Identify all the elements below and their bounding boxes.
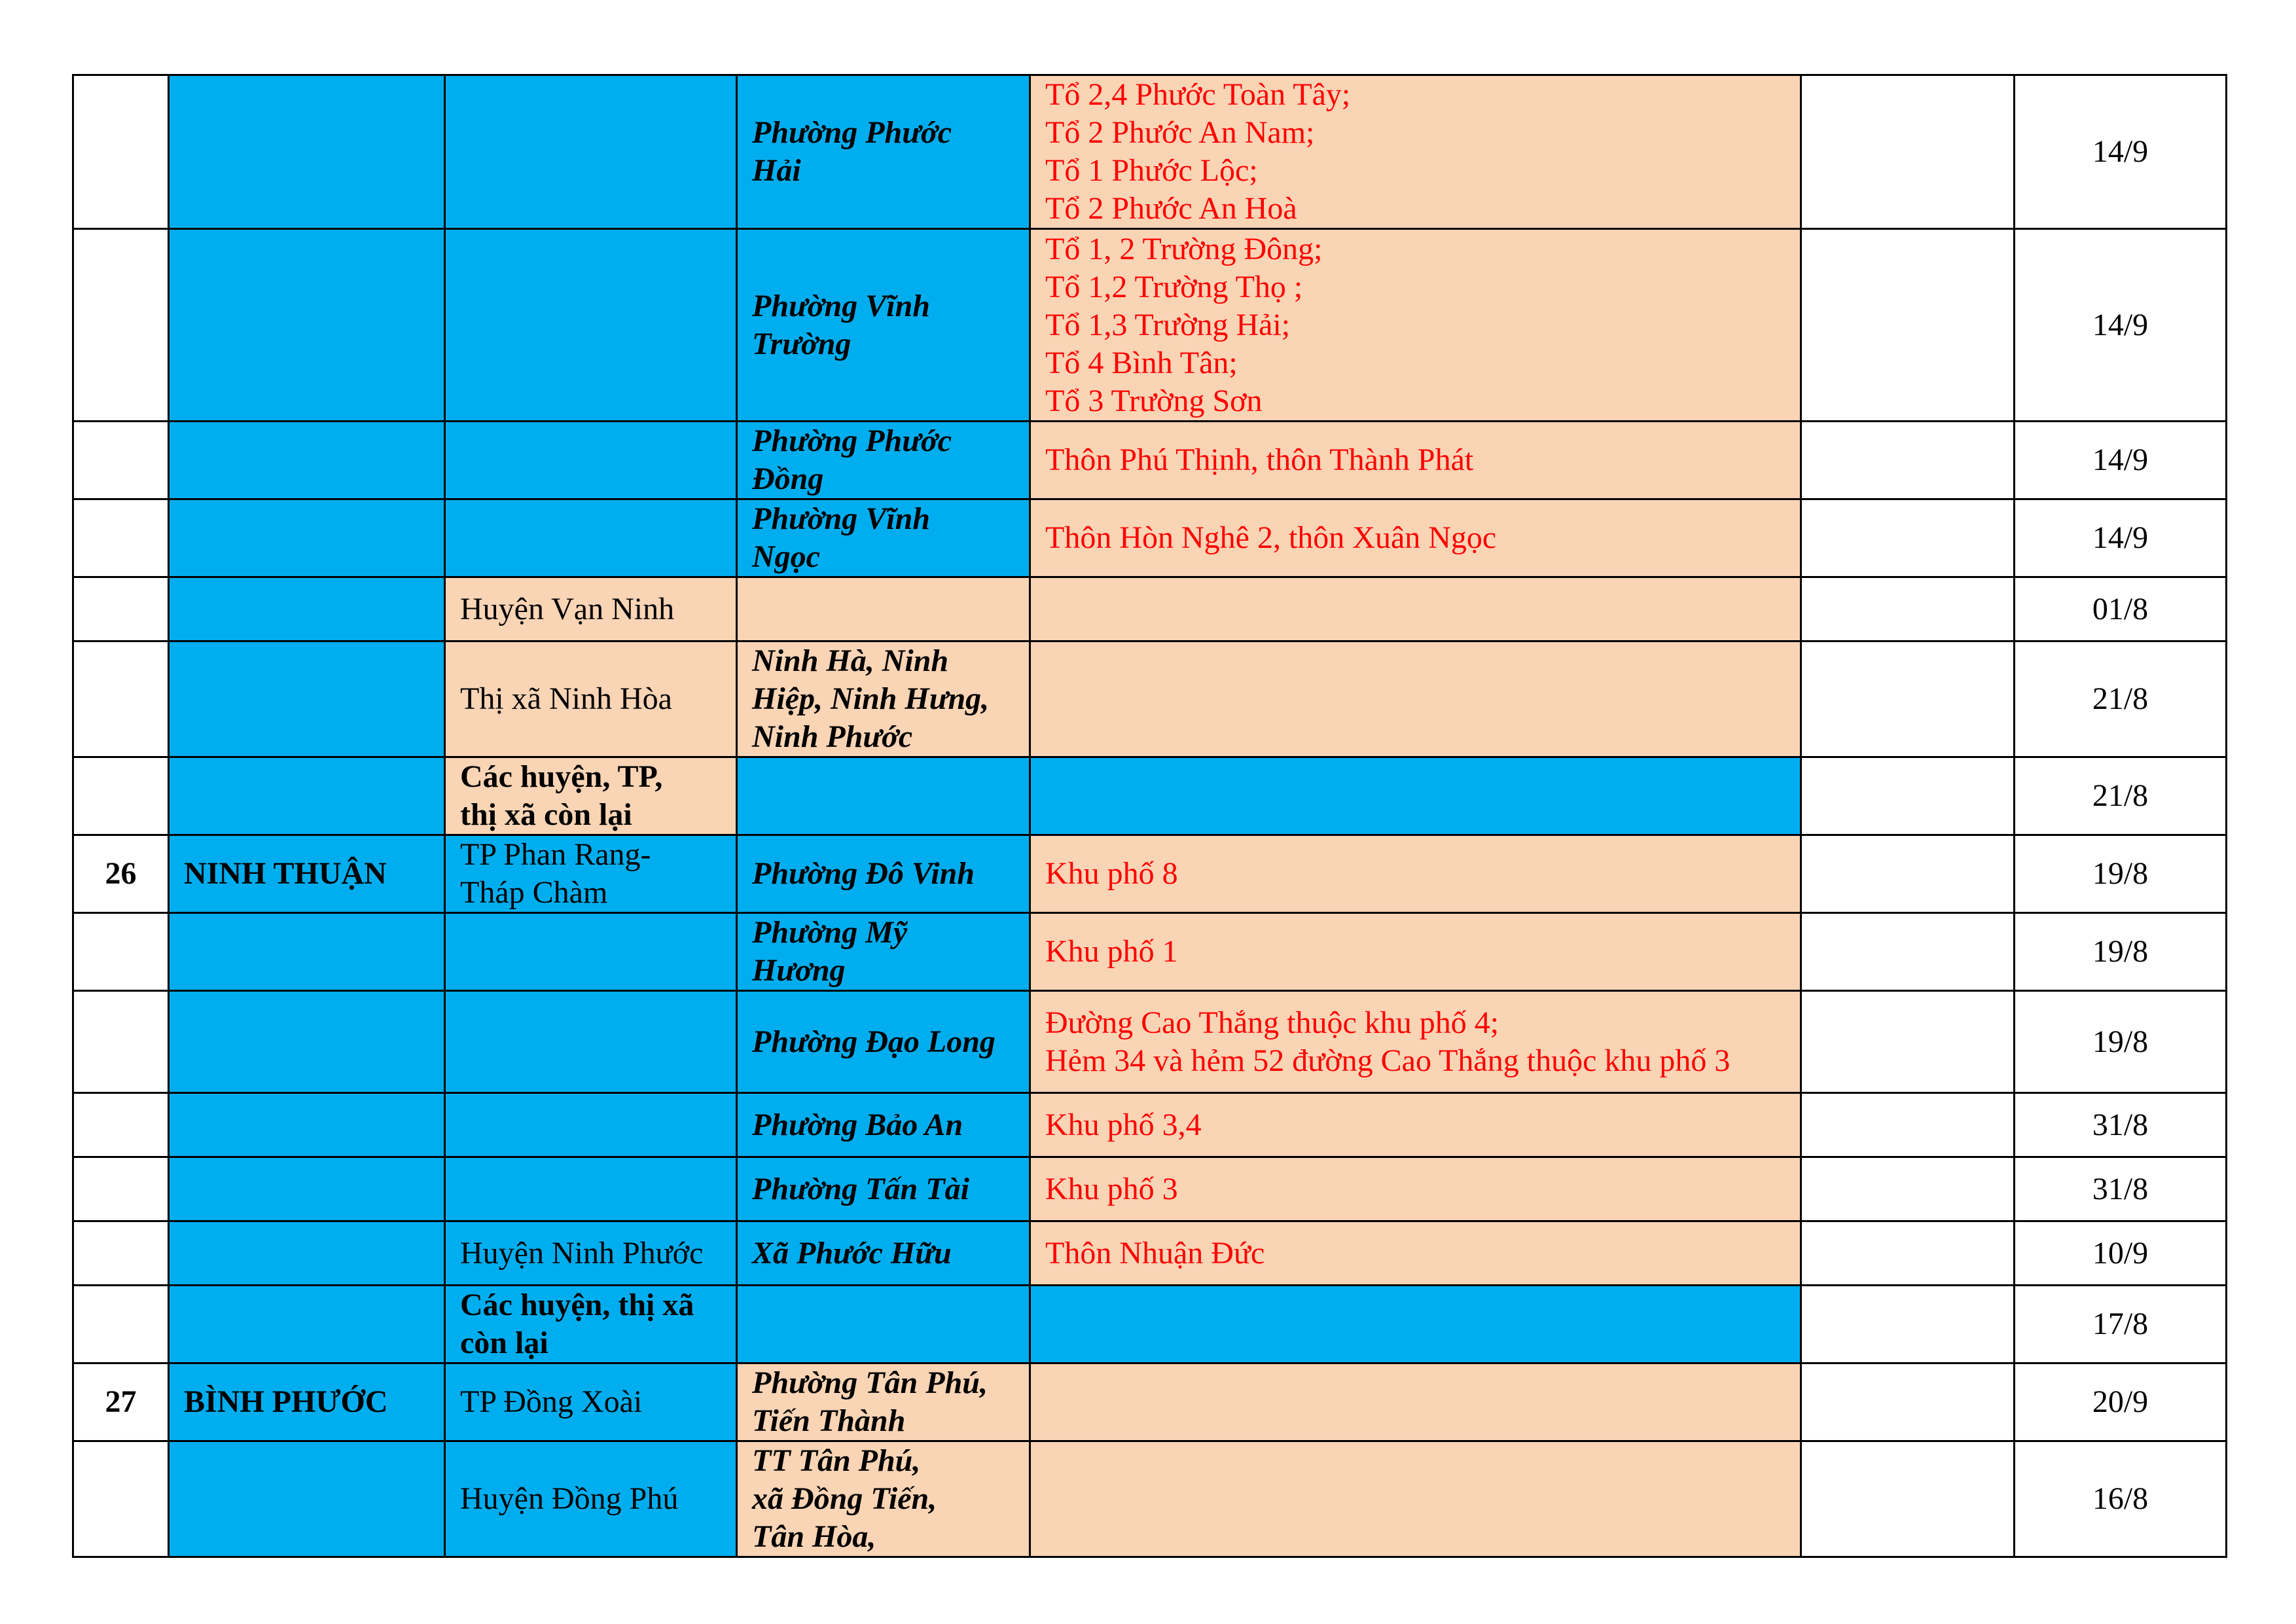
- commune-cell: Phường Đạo Long: [737, 991, 1030, 1093]
- district-cell: [445, 422, 737, 499]
- table-row: [73, 1093, 2227, 1157]
- table-row: [73, 75, 2227, 229]
- district-cell: Huyện Đồng Phú: [445, 1441, 737, 1557]
- district-cell: [445, 1093, 737, 1157]
- stt-cell: 26: [73, 835, 169, 913]
- stt-cell: [73, 499, 169, 577]
- commune-cell: Phường Tân Phú, Tiến Thành: [737, 1363, 1030, 1441]
- date-cell: 14/9: [2015, 499, 2227, 577]
- table-row: [73, 1441, 2227, 1557]
- stt-cell: [73, 757, 169, 835]
- note-cell: [1801, 422, 2015, 499]
- note-cell: [1801, 1157, 2015, 1221]
- district-cell: [445, 1157, 737, 1221]
- area-cell: [1030, 1286, 1801, 1363]
- commune-cell: Phường Bảo An: [737, 1093, 1030, 1157]
- date-cell: 31/8: [2015, 1093, 2227, 1157]
- table-row: [73, 757, 2227, 835]
- commune-cell: [737, 1286, 1030, 1363]
- area-cell: Thôn Phú Thịnh, thôn Thành Phát: [1030, 422, 1801, 499]
- note-cell: [1801, 913, 2015, 991]
- district-cell: [445, 913, 737, 991]
- table-row: [73, 641, 2227, 757]
- table-row: [73, 991, 2227, 1093]
- stt-cell: 27: [73, 1363, 169, 1441]
- area-cell: [1030, 1441, 1801, 1557]
- area-cell: [1030, 1363, 1801, 1441]
- commune-cell: Phường Phước Đồng: [737, 422, 1030, 499]
- district-cell: Huyện Vạn Ninh: [445, 577, 737, 641]
- note-cell: [1801, 499, 2015, 577]
- commune-cell: TT Tân Phú, xã Đồng Tiến, Tân Hòa,: [737, 1441, 1030, 1557]
- stt-cell: [73, 1157, 169, 1221]
- table-row: [73, 1363, 2227, 1441]
- stt-cell: [73, 1221, 169, 1286]
- district-cell: [445, 991, 737, 1093]
- date-cell: 20/9: [2015, 1363, 2227, 1441]
- province-cell: BÌNH PHƯỚC: [169, 1363, 445, 1441]
- date-cell: 21/8: [2015, 757, 2227, 835]
- note-cell: [1801, 835, 2015, 913]
- date-cell: 19/8: [2015, 913, 2227, 991]
- province-cell: [169, 1221, 445, 1286]
- date-cell: 10/9: [2015, 1221, 2227, 1286]
- note-cell: [1801, 1221, 2015, 1286]
- district-cell: [445, 229, 737, 422]
- commune-cell: Phường Tấn Tài: [737, 1157, 1030, 1221]
- stt-cell: [73, 913, 169, 991]
- province-cell: [169, 75, 445, 229]
- table-row: [73, 1221, 2227, 1286]
- province-cell: [169, 1157, 445, 1221]
- district-cell: [445, 499, 737, 577]
- table-row: [73, 577, 2227, 641]
- stt-cell: [73, 422, 169, 499]
- commune-cell: Phường Phước Hải: [737, 75, 1030, 229]
- stt-cell: [73, 991, 169, 1093]
- province-cell: [169, 1441, 445, 1557]
- area-cell: Thôn Nhuận Đức: [1030, 1221, 1801, 1286]
- date-cell: 14/9: [2015, 422, 2227, 499]
- area-cell: [1030, 577, 1801, 641]
- note-cell: [1801, 229, 2015, 422]
- note-cell: [1801, 1441, 2015, 1557]
- province-cell: [169, 757, 445, 835]
- note-cell: [1801, 641, 2015, 757]
- area-cell: Khu phố 8: [1030, 835, 1801, 913]
- stt-cell: [73, 641, 169, 757]
- area-cell: Khu phố 1: [1030, 913, 1801, 991]
- commune-cell: [737, 577, 1030, 641]
- commune-cell: [737, 757, 1030, 835]
- date-cell: 19/8: [2015, 835, 2227, 913]
- province-cell: [169, 229, 445, 422]
- stt-cell: [73, 577, 169, 641]
- table-row: [73, 229, 2227, 422]
- note-cell: [1801, 757, 2015, 835]
- area-cell: Thôn Hòn Nghê 2, thôn Xuân Ngọc: [1030, 499, 1801, 577]
- table-row: [73, 913, 2227, 991]
- note-cell: [1801, 577, 2015, 641]
- commune-cell: Ninh Hà, Ninh Hiệp, Ninh Hưng, Ninh Phước: [737, 641, 1030, 757]
- area-cell: [1030, 757, 1801, 835]
- province-cell: NINH THUẬN: [169, 835, 445, 913]
- district-cell: Các huyện, TP, thị xã còn lại: [445, 757, 737, 835]
- table-row: [73, 1286, 2227, 1363]
- area-cell: Tổ 1, 2 Trường Đông; Tổ 1,2 Trường Thọ ; Tổ 1,3 Trường Hải; Tổ 4 Bình Tân; Tổ 3 Trường Sơn: [1030, 229, 1801, 422]
- table-row: [73, 1157, 2227, 1221]
- district-cell: Huyện Ninh Phước: [445, 1221, 737, 1286]
- date-cell: 16/8: [2015, 1441, 2227, 1557]
- table-row: [73, 499, 2227, 577]
- note-cell: [1801, 991, 2015, 1093]
- date-cell: 14/9: [2015, 75, 2227, 229]
- province-cell: [169, 913, 445, 991]
- area-cell: Khu phố 3,4: [1030, 1093, 1801, 1157]
- province-cell: [169, 1093, 445, 1157]
- note-cell: [1801, 75, 2015, 229]
- date-cell: 17/8: [2015, 1286, 2227, 1363]
- province-cell: [169, 991, 445, 1093]
- area-cell: Khu phố 3: [1030, 1157, 1801, 1221]
- area-cell: [1030, 641, 1801, 757]
- stt-cell: [73, 229, 169, 422]
- stt-cell: [73, 1093, 169, 1157]
- epidemic-area-table: [72, 74, 2227, 1558]
- commune-cell: Xã Phước Hữu: [737, 1221, 1030, 1286]
- commune-cell: Phường Vĩnh Trường: [737, 229, 1030, 422]
- table-row: [73, 835, 2227, 913]
- date-cell: 14/9: [2015, 229, 2227, 422]
- area-cell: Tổ 2,4 Phước Toàn Tây; Tổ 2 Phước An Nam; Tổ 1 Phước Lộc; Tổ 2 Phước An Hoà: [1030, 75, 1801, 229]
- area-cell: Đường Cao Thắng thuộc khu phố 4; Hẻm 34 và hẻm 52 đường Cao Thắng thuộc khu phố 3: [1030, 991, 1801, 1093]
- stt-cell: [73, 1441, 169, 1557]
- province-cell: [169, 499, 445, 577]
- date-cell: 19/8: [2015, 991, 2227, 1093]
- stt-cell: [73, 1286, 169, 1363]
- note-cell: [1801, 1286, 2015, 1363]
- district-cell: TP Đồng Xoài: [445, 1363, 737, 1441]
- date-cell: 21/8: [2015, 641, 2227, 757]
- district-cell: TP Phan Rang- Tháp Chàm: [445, 835, 737, 913]
- note-cell: [1801, 1093, 2015, 1157]
- commune-cell: Phường Đô Vinh: [737, 835, 1030, 913]
- province-cell: [169, 641, 445, 757]
- province-cell: [169, 422, 445, 499]
- commune-cell: Phường Mỹ Hương: [737, 913, 1030, 991]
- date-cell: 01/8: [2015, 577, 2227, 641]
- table-body: [73, 75, 2227, 1557]
- district-cell: Các huyện, thị xã còn lại: [445, 1286, 737, 1363]
- date-cell: 31/8: [2015, 1157, 2227, 1221]
- commune-cell: Phường Vĩnh Ngọc: [737, 499, 1030, 577]
- stt-cell: [73, 75, 169, 229]
- district-cell: Thị xã Ninh Hòa: [445, 641, 737, 757]
- table-row: [73, 422, 2227, 499]
- province-cell: [169, 577, 445, 641]
- district-cell: [445, 75, 737, 229]
- province-cell: [169, 1286, 445, 1363]
- note-cell: [1801, 1363, 2015, 1441]
